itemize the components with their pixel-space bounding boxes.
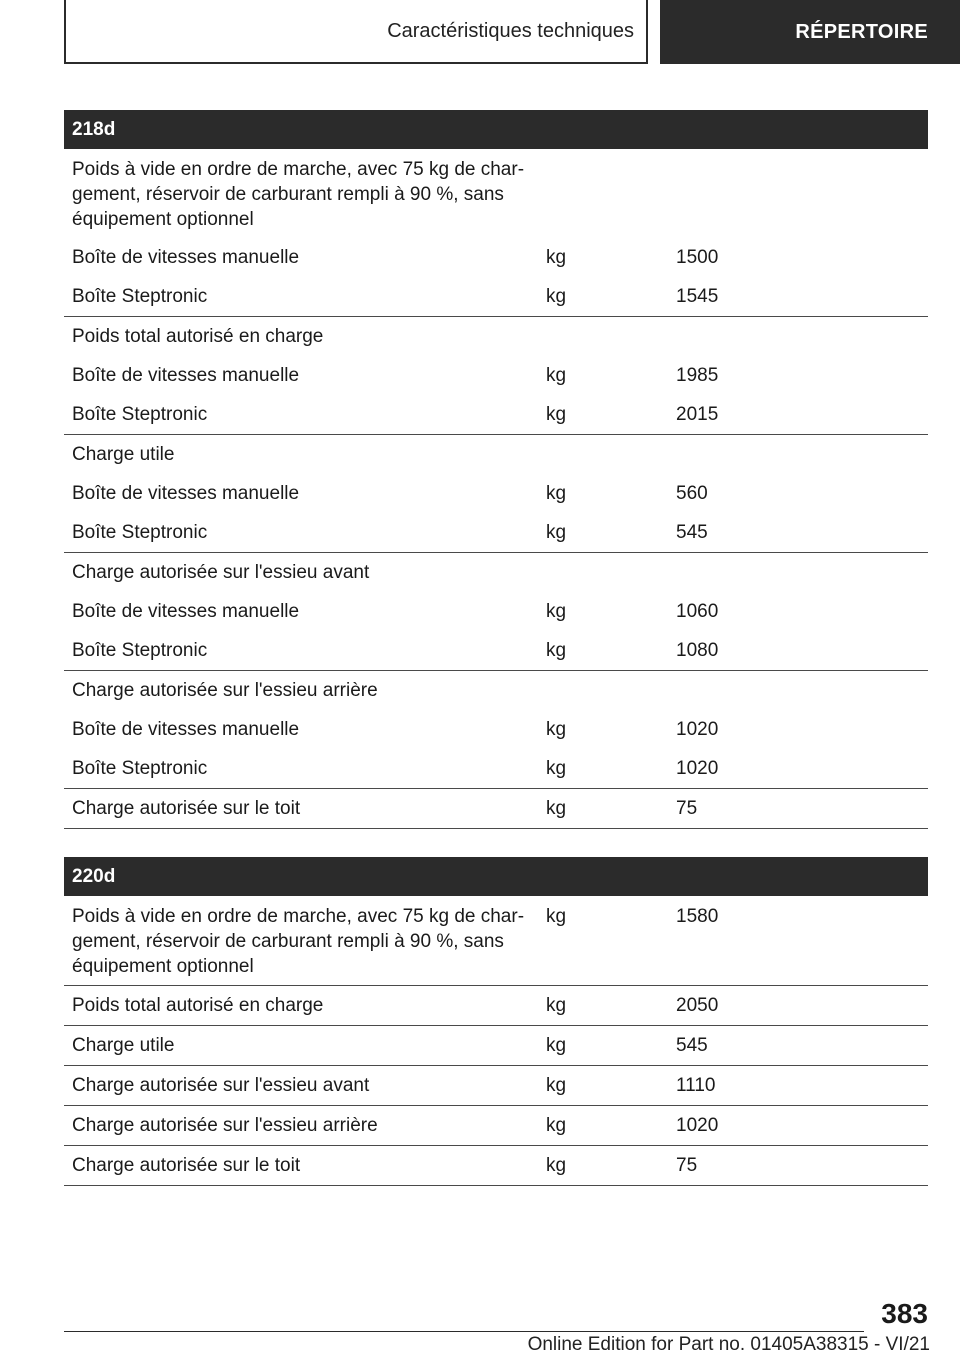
row-unit: kg	[546, 247, 567, 268]
table-row	[64, 789, 928, 828]
row-unit: kg	[546, 1115, 567, 1136]
row-value: 1020	[676, 719, 719, 740]
row-value: 1060	[676, 601, 719, 622]
row-value: 2050	[676, 995, 719, 1016]
row-unit: kg	[546, 404, 567, 425]
row-value: 2015	[676, 404, 719, 425]
row-unit: kg	[546, 365, 567, 386]
table-row	[64, 513, 928, 552]
table-row	[64, 395, 928, 434]
table-row	[64, 986, 928, 1025]
row-unit: kg	[546, 1075, 567, 1096]
group-rear-axle	[64, 1106, 928, 1146]
row-label: Boîte de vitesses manuelle	[72, 247, 300, 268]
row-label: Boîte Steptronic	[72, 758, 208, 779]
group-empty-weight	[64, 149, 928, 317]
table-row	[64, 1026, 928, 1065]
group-gross-weight	[64, 317, 928, 435]
row-value: 1500	[676, 247, 719, 268]
row-value: 560	[676, 483, 708, 504]
table-220d	[64, 857, 928, 1186]
table-row	[64, 238, 928, 277]
table-row	[64, 671, 928, 710]
row-unit: kg	[546, 758, 567, 779]
table-row	[64, 553, 928, 592]
group-empty-weight	[64, 896, 928, 986]
table-row	[64, 149, 928, 238]
group-front-axle	[64, 553, 928, 671]
row-label: Charge autorisée sur l'essieu avant	[72, 562, 370, 583]
row-value: 1110	[676, 1075, 716, 1096]
table-row	[64, 1146, 928, 1185]
row-label: Charge autorisée sur l'essieu arrière	[72, 1115, 378, 1136]
row-unit: kg	[546, 601, 567, 622]
table-row	[64, 474, 928, 513]
row-label: Boîte Steptronic	[72, 640, 208, 661]
table-row	[64, 1066, 928, 1105]
row-value: 75	[676, 798, 698, 819]
row-label: Poids à vide en ordre de marche, avec 75 kg de char-gement, réservoir de carburant rempli à 90 %, sans équipement optionnel	[72, 906, 525, 977]
row-label: Charge autorisée sur l'essieu avant	[72, 1075, 370, 1096]
row-unit: kg	[546, 1035, 567, 1056]
row-unit: kg	[546, 798, 567, 819]
group-payload	[64, 435, 928, 553]
row-label: Charge autorisée sur le toit	[72, 1155, 301, 1176]
row-unit: kg	[546, 286, 567, 307]
group-gross-weight	[64, 986, 928, 1026]
row-unit: kg	[546, 995, 567, 1016]
row-label: Charge autorisée sur l'essieu arrière	[72, 680, 378, 701]
group-roof-load	[64, 789, 928, 829]
row-value: 1080	[676, 640, 719, 661]
group-roof-load	[64, 1146, 928, 1186]
row-unit: kg	[546, 483, 567, 504]
repertoire-tab[interactable]	[660, 0, 960, 64]
row-label: Charge utile	[72, 444, 175, 465]
row-label: Charge autorisée sur le toit	[72, 798, 301, 819]
row-label: Boîte de vitesses manuelle	[72, 483, 300, 504]
page-number: 383	[881, 1298, 928, 1329]
table-row	[64, 896, 928, 985]
table-row	[64, 749, 928, 788]
row-label: Poids total autorisé en charge	[72, 995, 324, 1016]
table-row	[64, 631, 928, 670]
row-label: Boîte Steptronic	[72, 404, 208, 425]
row-unit: kg	[546, 640, 567, 661]
row-value: 545	[676, 1035, 708, 1056]
section-title-box	[64, 0, 648, 64]
table-row	[64, 1106, 928, 1145]
group-front-axle	[64, 1066, 928, 1106]
row-value: 1020	[676, 758, 719, 779]
row-value: 75	[676, 1155, 698, 1176]
row-unit: kg	[546, 1155, 567, 1176]
row-label: Poids à vide en ordre de marche, avec 75 kg de char-gement, réservoir de carburant rempli à 90 %, sans équipement optionnel	[72, 159, 525, 230]
row-label: Boîte de vitesses manuelle	[72, 719, 300, 740]
row-label: Charge utile	[72, 1035, 175, 1056]
group-payload	[64, 1026, 928, 1066]
row-unit: kg	[546, 906, 567, 927]
row-value: 1020	[676, 1115, 719, 1136]
table-row	[64, 592, 928, 631]
row-unit: kg	[546, 719, 567, 740]
row-label: Poids total autorisé en charge	[72, 326, 324, 347]
edition-note: Online Edition for Part no. 01405A38315 - VI/21	[527, 1334, 930, 1355]
table-header: 218d	[64, 110, 928, 149]
row-label: Boîte Steptronic	[72, 522, 208, 543]
section-title: Caractéristiques techniques	[387, 19, 634, 42]
group-rear-axle	[64, 671, 928, 789]
row-label: Boîte de vitesses manuelle	[72, 601, 300, 622]
table-row	[64, 277, 928, 316]
table-row	[64, 317, 928, 356]
row-value: 1545	[676, 286, 719, 307]
table-row	[64, 710, 928, 749]
table-row	[64, 435, 928, 474]
footer-divider	[64, 1331, 864, 1332]
row-value: 1580	[676, 906, 719, 927]
table-218d	[64, 110, 928, 829]
table-row	[64, 356, 928, 395]
table-header: 220d	[64, 857, 928, 896]
row-value: 1985	[676, 365, 719, 386]
row-unit: kg	[546, 522, 567, 543]
row-label: Boîte de vitesses manuelle	[72, 365, 300, 386]
row-value: 545	[676, 522, 708, 543]
row-label: Boîte Steptronic	[72, 286, 208, 307]
repertoire-tab-label: RÉPERTOIRE	[795, 20, 928, 43]
